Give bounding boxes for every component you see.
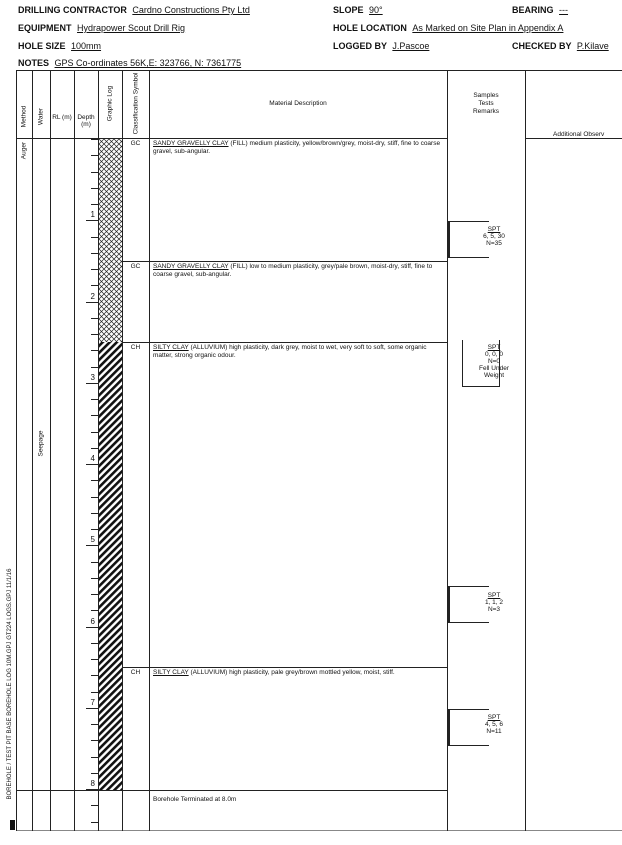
slope-field (333, 5, 383, 15)
sample-2-values: 0, 0, 0 (484, 351, 504, 358)
depth-minor-tick (91, 285, 98, 286)
hole-location-value: As Marked on Site Plan in Appendix A (412, 23, 564, 33)
layer-1-text: (FILL) medium plasticity, yellow/brown/grey, moist-dry, stiff, fine to coarse gravel, sub-angular. (153, 140, 441, 155)
borehole-termination: Borehole Terminated at 8.0m (153, 796, 237, 803)
sample-4 (464, 714, 524, 735)
depth-major-tick (86, 627, 98, 628)
fill-hatch-upper (99, 139, 122, 261)
hole-size-field (18, 41, 101, 51)
alluvium-hatch-lower (99, 667, 122, 790)
graphic-log (99, 139, 122, 790)
sample-2-n: N=0 (487, 358, 501, 365)
alluvium-hatch-upper (99, 342, 122, 667)
layer-2-name: SANDY GRAVELLY CLAY (153, 263, 229, 270)
depth-minor-tick (91, 497, 98, 498)
column-header-rl-text: RL (m) (52, 114, 72, 121)
depth-major-tick (86, 302, 98, 303)
notes-label: NOTES (18, 58, 50, 68)
col-border-class (149, 70, 150, 831)
depth-label: 6 (90, 617, 95, 626)
notes-value: GPS Co-ordinates 56K,E: 323766, N: 7361775 (54, 58, 242, 68)
depth-minor-tick (91, 643, 98, 644)
column-header-samples: Samples Tests Remarks (472, 92, 499, 115)
column-header-rl (51, 114, 73, 121)
column-header-water: Water (37, 107, 45, 126)
sample-2-type: SPT (487, 344, 501, 351)
depth-minor-tick (91, 692, 98, 693)
depth-minor-tick (91, 432, 98, 433)
sample-4-n: N=11 (486, 728, 502, 735)
depth-minor-tick (91, 253, 98, 254)
depth-minor-tick (91, 757, 98, 758)
depth-minor-tick (91, 318, 98, 319)
col-border-left (16, 70, 17, 831)
sample-3-values: 1, 1, 2 (484, 599, 504, 606)
bearing-field (512, 5, 568, 15)
depth-label: 1 (90, 210, 95, 219)
depth-major-tick (86, 708, 98, 709)
column-header-method: Method (20, 105, 28, 128)
depth-minor-tick (91, 675, 98, 676)
table-top-border (16, 70, 622, 71)
depth-label: 5 (90, 535, 95, 544)
depth-minor-tick (91, 269, 98, 270)
layer-4-description (153, 669, 443, 677)
depth-minor-tick (91, 172, 98, 173)
layer-3-name: SILTY CLAY (153, 344, 189, 351)
slope-label: SLOPE (333, 5, 364, 15)
layer-boundary-2 (122, 342, 448, 343)
depth-minor-tick (91, 155, 98, 156)
layer-4-text: (ALLUVIUM) high plasticity, pale grey/brown mottled yellow, moist, stiff. (188, 669, 395, 676)
depth-minor-tick (91, 659, 98, 660)
checked-by-value: P.Kilave (576, 41, 609, 51)
equipment-label: EQUIPMENT (18, 23, 72, 33)
col-border-rl (74, 70, 75, 831)
footer-marker (10, 820, 15, 830)
layer-3-description (153, 344, 443, 359)
hole-size-label: HOLE SIZE (18, 41, 66, 51)
depth-major-tick (86, 464, 98, 465)
logged-by-value: J.Pascoe (392, 41, 430, 51)
depth-major-tick (86, 220, 98, 221)
checked-by-label: CHECKED BY (512, 41, 572, 51)
sample-1-type: SPT (487, 226, 501, 233)
depth-minor-tick (91, 562, 98, 563)
layer-1-name: SANDY GRAVELLY CLAY (153, 140, 229, 147)
table-bottom-border (16, 830, 622, 831)
depth-label: 8 (90, 779, 95, 788)
slope-value: 90° (369, 5, 383, 15)
depth-minor-tick (91, 480, 98, 481)
logged-by-label: LOGGED BY (333, 41, 387, 51)
depth-minor-tick (91, 724, 98, 725)
column-header-graphic-log: Graphic Log (106, 85, 114, 122)
depth-minor-tick (91, 773, 98, 774)
column-header-additional: Additional Observ (553, 131, 605, 138)
column-header-material-description: Material Description (269, 100, 327, 107)
sample-4-type: SPT (487, 714, 501, 721)
additional-header-border (525, 138, 622, 139)
depth-major-tick (86, 545, 98, 546)
footer-side-text: BOREHOLE / TEST PIT BASE BOREHOLE LOG 10M.GPJ GT224 LOGS.GPJ 11/1/16 (7, 568, 13, 800)
drilling-contractor-field (18, 5, 250, 15)
layer-boundary-3 (122, 667, 448, 668)
layer-4-symbol: CH (130, 669, 141, 676)
depth-minor-tick (91, 448, 98, 449)
depth-minor-tick (91, 529, 98, 530)
depth-minor-tick (91, 805, 98, 806)
column-header-bottom-border (16, 138, 448, 139)
depth-minor-tick (91, 610, 98, 611)
method-value: Auger (20, 141, 28, 160)
layer-3-text: (ALLUVIUM) high plasticity, dark grey, moist to wet, very soft to soft, some organic matter, strong organic odour. (153, 344, 427, 359)
fill-hatch-lower (99, 261, 122, 342)
col-border-method (32, 70, 33, 831)
depth-minor-tick (91, 188, 98, 189)
bearing-value: --- (559, 5, 569, 15)
col-border-samples (525, 70, 526, 831)
column-header-classification: Classification Symbol (132, 72, 140, 135)
depth-minor-tick (91, 237, 98, 238)
bearing-label: BEARING (512, 5, 554, 15)
equipment-value: Hydrapower Scout Drill Rig (77, 23, 186, 33)
depth-minor-tick (91, 513, 98, 514)
sample-4-values: 4, 5, 6 (484, 721, 504, 728)
depth-minor-tick (91, 740, 98, 741)
sample-1-n: N=35 (486, 240, 502, 247)
depth-label: 3 (90, 373, 95, 382)
sample-2 (464, 344, 524, 379)
depth-minor-tick (91, 578, 98, 579)
column-header-depth-text: Depth (m) (77, 114, 95, 128)
layer-2-text: (FILL) low to medium plasticity, grey/pale brown, moist-dry, stiff, fine to coarse gravel, sub-angular. (153, 263, 433, 278)
depth-major-tick (86, 383, 98, 384)
depth-minor-tick (91, 367, 98, 368)
depth-minor-tick (91, 399, 98, 400)
layer-1-symbol: GC (130, 140, 141, 147)
layer-2-description (153, 263, 443, 278)
layer-3-symbol: CH (130, 344, 141, 351)
termination-boundary (16, 790, 448, 791)
depth-minor-tick (91, 139, 98, 140)
checked-by-field (512, 41, 609, 51)
notes-field (18, 58, 241, 68)
sample-1-values: 6, 5, 30 (483, 233, 505, 240)
depth-minor-tick (91, 334, 98, 335)
hole-location-field (333, 23, 563, 33)
depth-label: 4 (90, 454, 95, 463)
layer-boundary-1 (122, 261, 448, 262)
logged-by-field (333, 41, 429, 51)
layer-4-name: SILTY CLAY (153, 669, 189, 676)
sample-1 (464, 226, 524, 247)
depth-label: 2 (90, 292, 95, 301)
depth-minor-tick (91, 350, 98, 351)
equipment-field (18, 23, 185, 33)
water-value: Seepage (37, 430, 45, 457)
layer-2-symbol: GC (130, 263, 141, 270)
depth-minor-tick (91, 822, 98, 823)
depth-label: 7 (90, 698, 95, 707)
column-header-depth (75, 114, 97, 128)
sample-2-extra: Fell Under Weight (479, 365, 509, 379)
drilling-contractor-value: Cardno Constructions Pty Ltd (132, 5, 250, 15)
depth-minor-tick (91, 204, 98, 205)
drilling-contractor-label: DRILLING CONTRACTOR (18, 5, 127, 15)
sample-3 (464, 592, 524, 613)
layer-1-description (153, 140, 443, 155)
hole-location-label: HOLE LOCATION (333, 23, 407, 33)
depth-minor-tick (91, 594, 98, 595)
sample-3-type: SPT (487, 592, 501, 599)
depth-minor-tick (91, 415, 98, 416)
col-border-water (50, 70, 51, 831)
sample-3-n: N=3 (487, 606, 501, 613)
col-border-graphic (122, 70, 123, 831)
hole-size-value: 100mm (71, 41, 102, 51)
